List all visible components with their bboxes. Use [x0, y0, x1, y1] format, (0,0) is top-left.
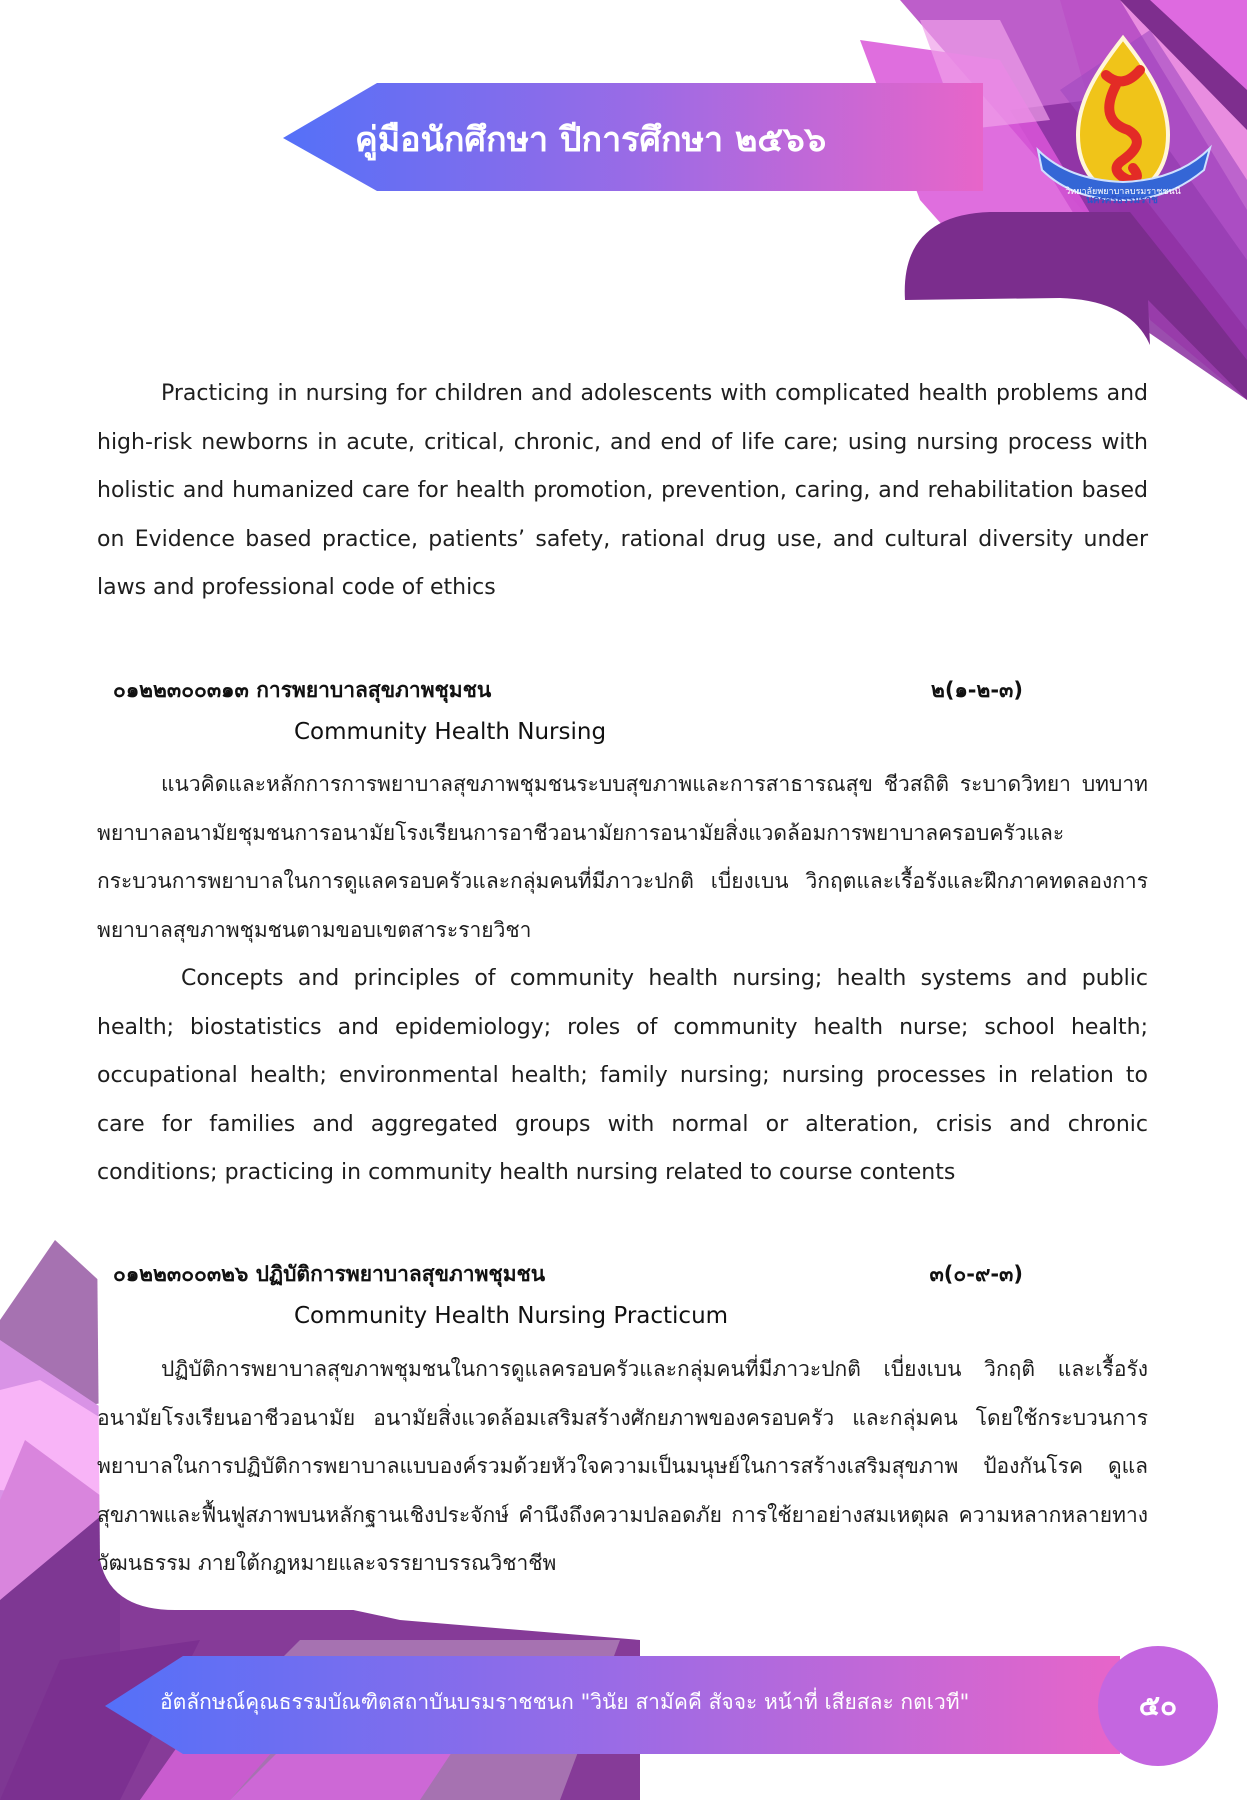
page-title: คู่มือนักศึกษา ปีการศึกษา ๒๕๖๖: [355, 120, 827, 160]
course-title-en: Community Health Nursing Practicum: [294, 1303, 729, 1329]
logo-caption: นครศรีธรรมราช: [1086, 195, 1158, 206]
course-title-th: ปฏิบัติการพยาบาลสุขภาพชุมชน: [255, 1262, 546, 1286]
course-code: ๐๑๒๒๓๐๐๓๑๓: [113, 678, 249, 702]
page-number: ๕๐: [1098, 1646, 1218, 1766]
course-credits: ๒(๑-๒-๓): [931, 678, 1023, 702]
course-description-th: แนวคิดและหลักการการพยาบาลสุขภาพชุมชนระบบสุขภาพและการสาธารณสุข ชีวสถิติ ระบาดวิทยา บทบาทพยาบาลอนามัยชุมชนการอนามัยโรงเรียนการอาชีวอนามัยการอนามัยสิ่งแวดล้อมการพยาบาลครอบครัวและกระบวนการพยาบาลในการดูแลครอบครัวและกลุ่มคนที่มีภาวะปกติ เบี่ยงเบน วิกฤตและเรื้อรังและฝึกภาคทดลองการพยาบาลสุขภาพชุมชนตามขอบเขตสาระรายวิชา: [97, 772, 1148, 942]
course-code: ๐๑๒๒๓๐๐๓๒๖: [113, 1262, 249, 1286]
course-heading: [113, 674, 1023, 707]
college-emblem-icon: [1028, 30, 1218, 215]
course-heading: [113, 1258, 1023, 1291]
footer-motto: อัตลักษณ์คุณธรรมบัณฑิตสถาบันบรมราชชนก "วินัย สามัคคี สัจจะ หน้าที่ เสียสละ กตเวที": [160, 1690, 970, 1714]
course-credits: ๓(๐-๙-๓): [929, 1262, 1023, 1286]
course-description-th: ปฏิบัติการพยาบาลสุขภาพชุมชนในการดูแลครอบครัวและกลุ่มคนที่มีภาวะปกติ เบี่ยงเบน วิกฤติ และเรื้อรังอนามัยโรงเรียนอาชีวอนามัย อนามัยสิ่งแวดล้อมเสริมสร้างศักยภาพของครอบครัว และกลุ่มคน โดยใช้กระบวนการพยาบาลในการปฏิบัติการพยาบาลแบบองค์รวมด้วยหัวใจความเป็นมนุษย์ในการสร้างเสริมสุขภาพ ป้องกันโรค ดูแลสุขภาพและฟื้นฟูสภาพบนหลักฐานเชิงประจักษ์ คำนึงถึงความปลอดภัย การใช้ยาอย่างสมเหตุผล ความหลากหลายทางวัฒนธรรม ภายใต้กฎหมายและจรรยาบรรณวิชาชีพ: [97, 1357, 1148, 1575]
course-title-th: การพยาบาลสุขภาพชุมชน: [256, 678, 492, 702]
intro-paragraph: Practicing in nursing for children and adolescents with complicated health problems and high-risk newborns in acute, critical, chronic, and end of life care; using nursing process with holistic and humanized care for health promotion, prevention, caring, and rehabilitation based on Evidence based practice, patients’ safety, rational drug use, and cultural diversity under laws and professional code of ethics: [97, 381, 1148, 600]
course-title-en: Community Health Nursing: [294, 719, 607, 745]
svg-text:วิทยาลัยพยาบาลบรมราชชนนี: วิทยาลัยพยาบาลบรมราชชนนี: [1065, 187, 1181, 197]
course-description-en: Concepts and principles of community health nursing; health systems and public health; biostatistics and epidemiology; roles of community health nurse; school health; occupational health; environmental health; family nursing; nursing processes in relation to care for families and aggregated groups with normal or alteration, crisis and chronic conditions; practicing in community health nursing related to course contents: [97, 966, 1148, 1185]
